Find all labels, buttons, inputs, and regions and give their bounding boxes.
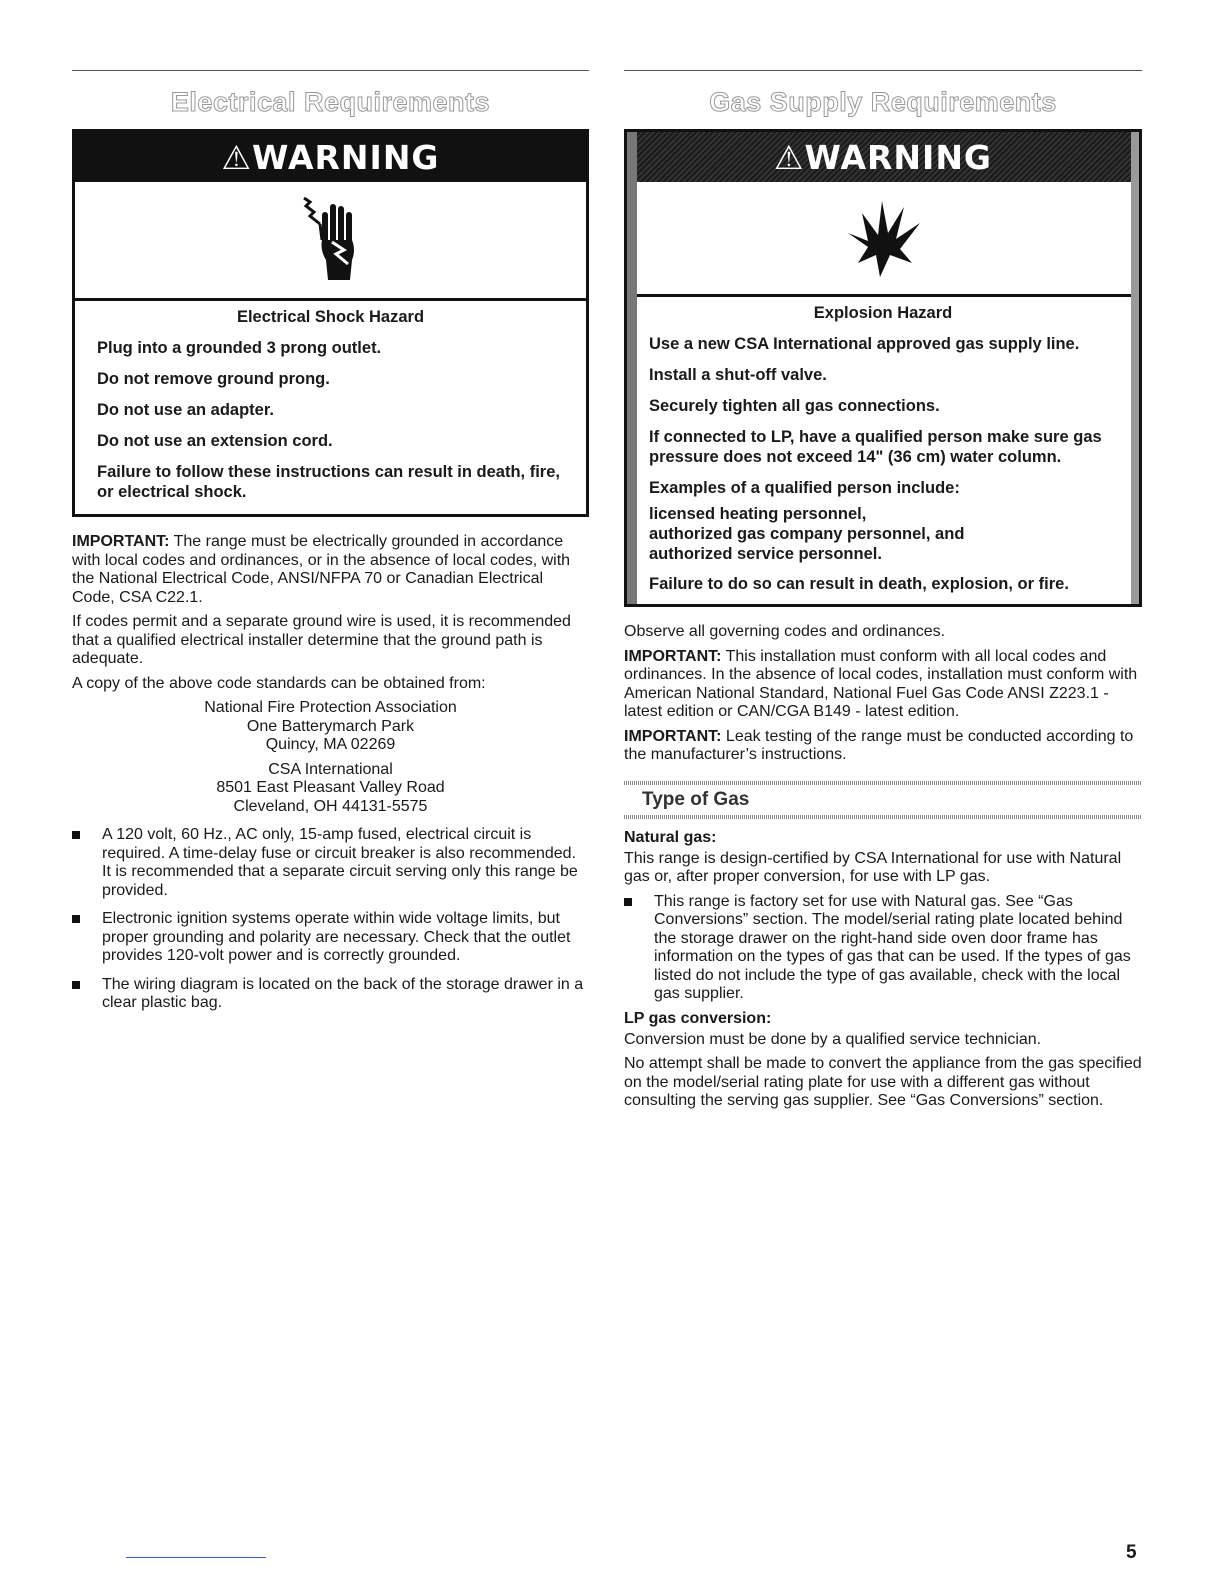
address-line: CSA International [268,760,393,778]
natural-gas-paragraph: This range is design-certified by CSA International for use with Natural gas or, after proper conversion, for use with LP gas. [624,849,1122,885]
top-rule [624,70,1142,71]
address-line: Cleveland, OH 44131-5575 [233,797,428,815]
important-label: IMPORTANT: [72,533,170,550]
list-item: Electronic ignition systems operate within wide voltage limits, but proper grounding and polarity are necessary. Check that the outlet provides 120-volt power and is correctly grounded. [72,910,589,966]
observe-paragraph: Observe all governing codes and ordinances. [624,623,946,640]
lp-gas-paragraph: Conversion must be done by a qualified service technician. [624,1030,1042,1048]
warning-line: Plug into a grounded 3 prong outlet. [97,339,382,357]
electrical-requirements-column [72,70,589,1023]
important-paragraph [624,728,1142,765]
address-line: National Fire Protection Association [204,699,457,716]
important-paragraph [72,533,589,607]
address-line: 8501 East Pleasant Valley Road [216,779,445,796]
natural-gas-bullets [624,893,1142,1004]
gas-supply-requirements-column [624,70,1142,1117]
warning-line: Do not use an adapter. [97,401,274,419]
section-title-electrical: Electrical Requirements [170,87,491,117]
warning-line: Use a new CSA International approved gas supply line. [649,335,1080,353]
list-item: The wiring diagram is located on the back of the storage drawer in a clear plastic bag. [72,976,589,1013]
list-item: This range is factory set for use with Natural gas. See “Gas Conversions” section. The model/serial rating plate located behind the storage drawer on the right-hand side oven door frame has information on the types of gas that can be used. If the types of gas listed do not include the type of gas available, check with the local gas supplier. [624,893,1142,1004]
address-line: One Batterymarch Park [246,717,415,735]
warning-line: Securely tighten all gas connections. [649,397,940,415]
important-paragraph [624,648,1142,722]
code-copy-paragraph: A copy of the above code standards can be obtained from: [72,674,486,692]
warning-line: Install a shut-off valve. [649,366,827,384]
warning-line: Do not use an extension cord. [97,432,333,450]
nfpa-address [72,699,589,755]
warning-line: Examples of a qualified person include: [649,479,960,497]
csa-address [72,761,589,817]
qualified-person: authorized gas company personnel, and [649,525,965,543]
failure-warning: Failure to do so can result in death, explosion, or fire. [649,575,1069,593]
footer-rule [126,1557,266,1558]
warning-line: If connected to LP, have a qualified person make sure gas pressure does not exceed 14" (36 cm) water column. [649,428,1102,466]
important-text: The range must be electrically grounded in accordance with local codes and ordinances, or in the absence of local codes, with the National Electrical Code, ANSI/NFPA 70 or Canadian Electrical Code, CSA C22.1. [72,533,571,606]
electric-shock-hand-icon [75,182,586,301]
type-of-gas-heading [624,781,1142,819]
natural-gas-heading: Natural gas: [624,828,717,846]
qualified-person: authorized service personnel. [649,545,882,563]
explosion-icon [627,182,1139,297]
warning-heading: ⚠WARNING [75,132,586,182]
warning-line: Do not remove ground prong. [97,370,330,388]
page-number: 5 [1126,1542,1137,1563]
ground-wire-paragraph: If codes permit and a separate ground wire is used, it is recommended that a qualified electrical installer determine that the ground path is adequate. [72,613,571,667]
qualified-person: licensed heating personnel, [649,505,867,523]
important-label: IMPORTANT: [624,727,722,745]
lp-gas-heading: LP gas conversion: [624,1009,772,1027]
important-text: Leak testing of the range must be conducted according to the manufacturer’s instructions. [624,727,1134,763]
warning-heading: ⚠WARNING [627,132,1139,182]
electrical-bullets [72,826,589,1013]
important-text: This installation must conform with all local codes and ordinances. In the absence of local codes, installation must conform with American National Standard, National Fuel Gas Code ANSI Z223.1 - latest edition or CAN/CGA B149 - latest edition. [624,647,1138,720]
hazard-title: Electrical Shock Hazard [236,308,425,326]
section-title-gas: Gas Supply Requirements [709,87,1057,117]
address-line: Quincy, MA 02269 [265,736,396,753]
warning-line: Failure to follow these instructions can result in death, fire, or electrical shock. [97,463,560,501]
type-of-gas-label: Type of Gas [642,788,750,810]
electrical-warning-box [72,129,589,517]
gas-warning-box [624,129,1142,607]
top-rule [72,70,589,71]
important-label: IMPORTANT: [624,647,722,665]
hazard-title: Explosion Hazard [813,304,953,322]
list-item: A 120 volt, 60 Hz., AC only, 15-amp fused, electrical circuit is required. A time-delay fuse or circuit breaker is also recommended. It is recommended that a separate circuit serving only this range be provided. [72,826,589,900]
lp-gas-paragraph: No attempt shall be made to convert the appliance from the gas specified on the model/serial rating plate for use with a different gas without consulting the serving gas supplier. See “Gas Conversions” section. [624,1055,1142,1109]
